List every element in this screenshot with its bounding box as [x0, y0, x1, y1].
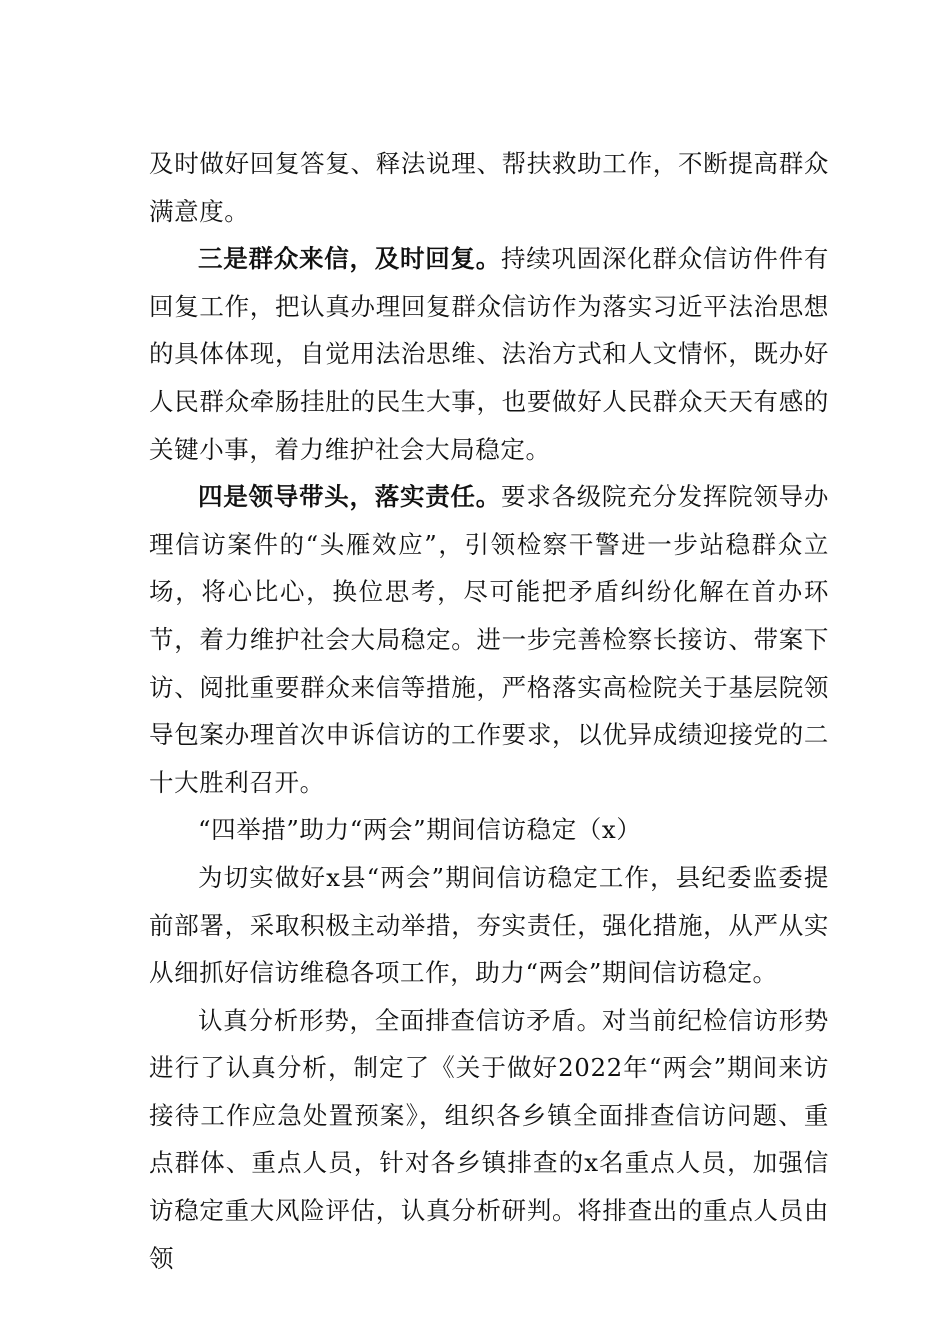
paragraph-text: 及时做好回复答复、释法说理、帮扶救助工作，不断提高群众满意度。: [149, 149, 829, 226]
paragraph-text: 认真分析形势，全面排查信访矛盾。对当前纪检信访形势进行了认真分析，制定了《关于做好2022年“两会”期间来访接待工作应急处置预案》，组织各乡镇全面排查信访问题、重点群体、重点人员，针对各乡镇排查的x名重点人员，加强信访稳定重大风险评估，认真分析研判。将排查出的重点人员由领: [149, 1005, 829, 1273]
paragraph-continuation: [149, 140, 829, 235]
paragraph-measure-three: [149, 235, 829, 473]
paragraph-text: 为切实做好x县“两会”期间信访稳定工作，县纪委监委提前部署，采取积极主动举措，夯实责任，强化措施，从严从实从细抓好信访维稳各项工作，助力“两会”期间信访稳定。: [149, 862, 829, 988]
section-title: [149, 806, 829, 854]
paragraph-text: 持续巩固深化群众信访件件有回复工作，把认真办理回复群众信访作为落实习近平法治思想的具体体现，自觉用法治思维、法治方式和人文情怀，既办好人民群众牵肠挂肚的民生大事，也要做好人民群众天天有感的关键小事，着力维护社会大局稳定。: [149, 244, 829, 464]
paragraph-text: 要求各级院充分发挥院领导办理信访案件的“头雁效应”，引领检察干警进一步站稳群众立场，将心比心，换位思考，尽可能把矛盾纠纷化解在首办环节，着力维护社会大局稳定。进一步完善检察长接访、带案下访、阅批重要群众来信等措施，严格落实高检院关于基层院领导包案办理首次申诉信访的工作要求，以优异成绩迎接党的二十大胜利召开。: [149, 482, 829, 797]
paragraph-analysis: [149, 997, 829, 1283]
paragraph-measure-four: [149, 473, 829, 806]
paragraph-heading: 四是领导带头，落实责任。: [198, 482, 501, 512]
paragraph-heading: 三是群众来信，及时回复。: [198, 244, 501, 274]
paragraph-intro: [149, 854, 829, 997]
document-body: [149, 140, 829, 1282]
section-title-text: “四举措”助力“两会”期间信访稳定（x）: [198, 815, 642, 845]
